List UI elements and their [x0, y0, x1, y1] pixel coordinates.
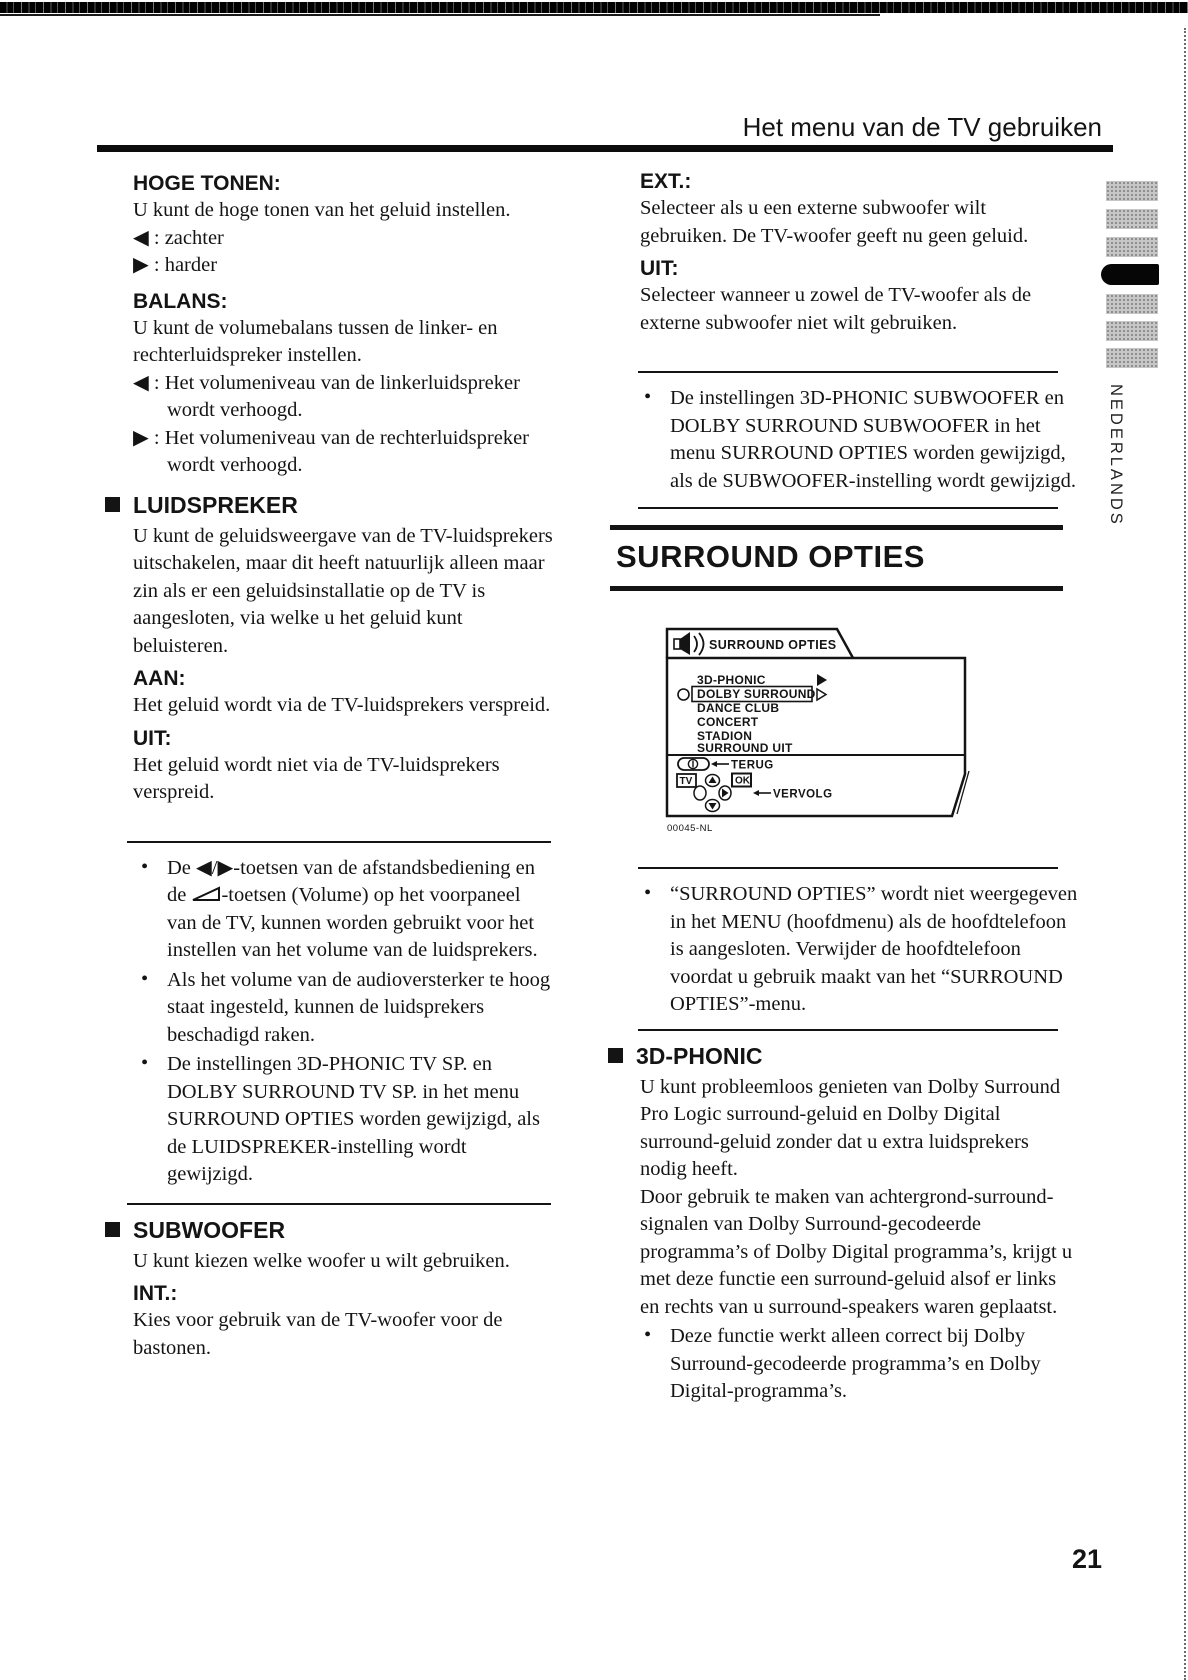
square-bullet-icon: [105, 497, 120, 512]
osd-menu-item: 3D-PHONIC: [697, 673, 766, 687]
hoge-tonen-louder: ▶ : harder: [133, 254, 218, 276]
section-3d-phonic-label: 3D-PHONIC: [636, 1042, 763, 1069]
osd-menu-item-selected: DOLBY SURROUND: [697, 687, 816, 701]
back-button-icon: [678, 758, 709, 770]
section-luidspreker-label: LUIDSPREKER: [133, 491, 298, 518]
note-rule: [127, 841, 551, 843]
balans-left: ◀ : Het volumeniveau van de linkerluidspreker wordt verhoogd.: [133, 371, 520, 421]
right-column: [608, 165, 1078, 1408]
hoge-tonen-body: U kunt de hoge tonen van het geluid instellen.: [133, 199, 511, 221]
section-luidspreker: [105, 492, 553, 519]
osd-menu-diagram: [665, 623, 977, 837]
edge-mark: [1106, 294, 1158, 314]
phonic-note-list: [608, 1323, 1078, 1406]
scan-edge-dots: [1184, 28, 1186, 1680]
note-rule: [127, 1203, 551, 1205]
scan-noise-line: [0, 14, 880, 16]
page-header-title: Het menu van de TV gebruiken: [742, 112, 1102, 142]
left-note-list: [105, 855, 553, 1189]
osd-cursor-icon: [678, 689, 689, 700]
osd-menu-item: DANCE CLUB: [697, 701, 780, 715]
uit-body: Het geluid wordt niet via de TV-luidsprekers verspreid.: [133, 753, 500, 803]
heading-ext: EXT.:: [640, 170, 692, 193]
dpad-down-icon: [709, 803, 717, 810]
edge-mark: [1106, 237, 1158, 257]
page-index-tab: [1101, 264, 1159, 285]
osd-tab-label: SURROUND OPTIES: [709, 638, 837, 652]
edge-mark: [1106, 209, 1158, 229]
note-item: • “SURROUND OPTIES” wordt niet weergegeven in het MENU (hoofdmenu) als de hoofdtelefoon is aangesloten. Verwijder de hoofdtelefoon voordat u gebruik maakt van het “SURROUND OPTIES”-menu.: [608, 881, 1078, 1019]
osd-back-label: TERUG: [731, 759, 774, 772]
dpad-right-icon: [722, 789, 729, 798]
aan-body: Het geluid wordt via de TV-luidsprekers verspreid.: [133, 694, 551, 716]
left-column: [105, 165, 553, 1362]
arrow-right-outline-icon: [817, 689, 826, 700]
dpad-up-icon: [709, 777, 717, 784]
note-item: • De instellingen 3D-PHONIC SUBWOOFER en DOLBY SURROUND SUBWOOFER in het menu SURROUND OPTIES worden gewijzigd, als de SUBWOOFER-instelling wordt gewijzigd.: [608, 385, 1078, 495]
phonic-body-2: Door gebruik te maken van achtergrond-surround-signalen van Dolby Surround-gecodeerde programma’s of Dolby Digital programma’s, krijgt u met deze functie een surround-geluid alsof er links en rechts van u surround-speakers waren geplaatst.: [640, 1185, 1073, 1318]
balans-body: U kunt de volumebalans tussen de linker- en rechterluidspreker instellen.: [133, 316, 498, 366]
right-note-list-2: [608, 881, 1078, 1019]
osd-menu-item: CONCERT: [697, 715, 759, 729]
heading-uit: UIT:: [133, 726, 172, 750]
speaker-icon: [674, 632, 704, 655]
hoge-tonen-softer: ◀ : zachter: [133, 226, 224, 249]
phonic-body-1: U kunt probleemloos genieten van Dolby Surround Pro Logic surround-geluid en Dolby Digital surround-geluid zonder dat u extra luidsprekers nodig heeft.: [640, 1075, 1061, 1180]
osd-menu-figure: [665, 623, 1078, 837]
osd-menu-item: STADION: [697, 729, 753, 743]
edge-mark: [1106, 321, 1158, 341]
header-rule: [97, 145, 1113, 152]
section-3d-phonic: [608, 1043, 1078, 1070]
edge-mark: [1106, 181, 1158, 201]
luidspreker-body: U kunt de geluidsweergave van de TV-luidsprekers uitschakelen, maar dit heeft natuurlijk alleen maar zin als er een geluidsinstallatie op de TV is aangesloten, via welke u het geluid kunt beluisteren.: [133, 524, 553, 657]
heading-balans: BALANS:: [133, 289, 228, 313]
note-rule: [638, 867, 1058, 869]
language-tab-label: NEDERLANDS: [1107, 384, 1125, 527]
note-rule: [638, 1029, 1058, 1031]
arrow-right-solid-icon: [817, 674, 827, 686]
osd-next-label: VERVOLG: [773, 788, 833, 801]
square-bullet-icon: [105, 1222, 120, 1237]
heading-uit-ext: UIT:: [640, 257, 679, 280]
tv-button-label: TV: [679, 776, 693, 787]
figure-caption: 00045-NL: [667, 823, 713, 834]
section-subwoofer: [105, 1217, 553, 1244]
uit-ext-body: Selecteer wanneer u zowel de TV-woofer als de externe subwoofer niet wilt gebruiken.: [640, 284, 1032, 334]
scan-noise-band: [0, 2, 1188, 13]
square-bullet-icon: [608, 1048, 623, 1063]
right-note-list: [608, 385, 1078, 495]
subwoofer-body: U kunt kiezen welke woofer u wilt gebruiken.: [133, 1249, 510, 1272]
note-item: • Deze functie werkt alleen correct bij Dolby Surround-gecodeerde programma’s en Dolby Digital-programma’s.: [608, 1323, 1078, 1406]
ok-button-icon: [732, 774, 751, 787]
note-text-pre: De ◀/▶-toetsen van de afstandsbediening en de: [167, 856, 535, 906]
note-rule: [638, 507, 1058, 509]
tv-button-icon: [677, 774, 696, 787]
page-number: 21: [1072, 1544, 1103, 1574]
note-text-post: -toetsen (Volume) op het voorpaneel van de TV, kunnen worden gebruikt voor het instellen van het volume van de luidsprekers.: [167, 884, 538, 961]
section-subwoofer-label: SUBWOOFER: [133, 1216, 286, 1243]
ext-body: Selecteer als u een externe subwoofer wilt gebruiken. De TV-woofer geeft nu geen geluid.: [640, 197, 1029, 247]
heading-int: INT.:: [133, 1282, 178, 1305]
heading-hoge-tonen: HOGE TONEN:: [133, 172, 281, 195]
int-body: Kies voor gebruik van de TV-woofer voor de bastonen.: [133, 1309, 503, 1359]
note-rule: [638, 371, 1058, 373]
surround-opties-title: SURROUND OPTIES: [616, 539, 925, 574]
surround-opties-banner: [610, 525, 1063, 591]
ok-button-label: OK: [735, 775, 750, 787]
osd-menu-item: SURROUND UIT: [697, 741, 793, 755]
balans-right: ▶ : Het volumeniveau van de rechterluidspreker wordt verhoogd.: [133, 426, 530, 476]
dpad-icon: [694, 775, 731, 812]
note-item: • Als het volume van de audioversterker te hoog staat ingesteld, kunnen de luidsprekers beschadigd raken.: [105, 967, 553, 1050]
note-item: [105, 855, 553, 965]
edge-mark: [1106, 348, 1158, 368]
heading-aan: AAN:: [133, 667, 186, 690]
note-item: • De instellingen 3D-PHONIC TV SP. en DOLBY SURROUND TV SP. in het menu SURROUND OPTIES worden gewijzigd, als de LUIDSPREKER-instelling wordt gewijzigd.: [105, 1051, 553, 1189]
volume-triangle-icon: [191, 886, 221, 902]
